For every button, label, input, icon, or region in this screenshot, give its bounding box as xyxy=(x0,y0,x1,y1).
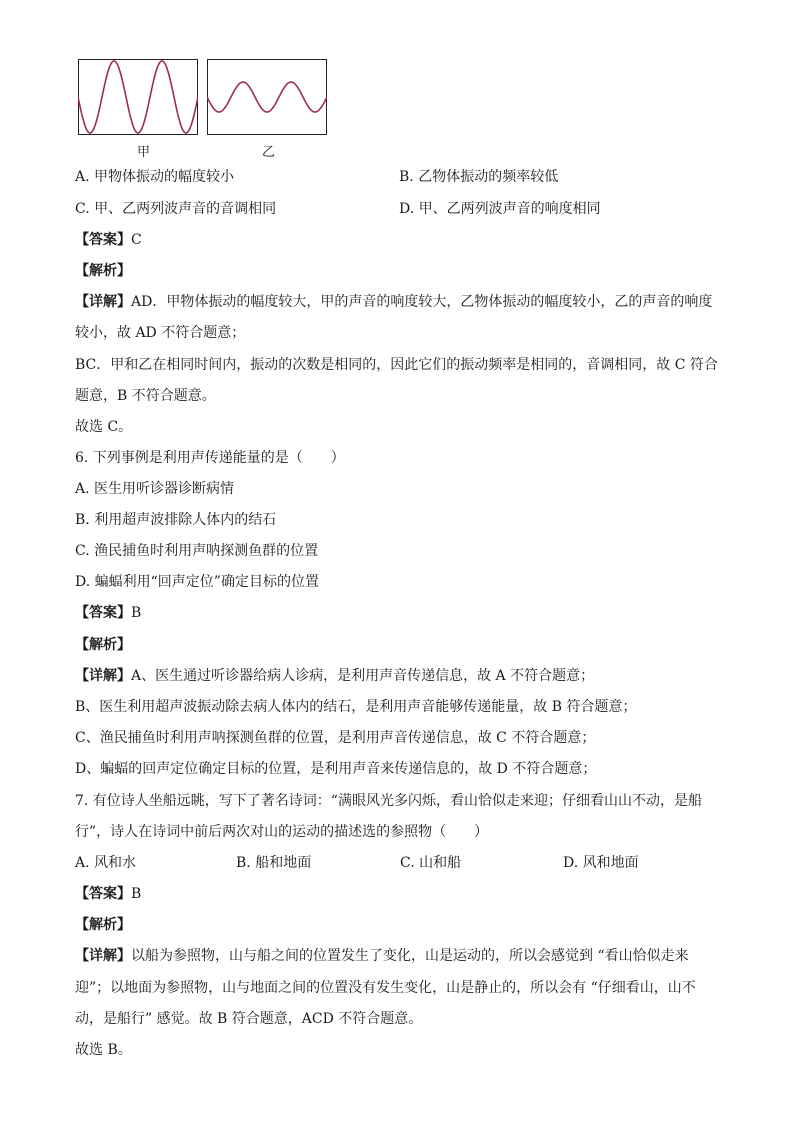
q6-option-a: A. 医生用听诊器诊断病情 xyxy=(75,481,235,497)
q5-analysis-tag: 【解析】 xyxy=(75,263,131,279)
q7-stem-line-1: 7. 有位诗人坐船远眺，写下了著名诗词：“满眼风光多闪烁，看山恰似走来迎；仔细看山山不动，是船 xyxy=(75,793,702,809)
q6-stem: 6. 下列事例是利用声传递能量的是（ ） xyxy=(75,450,345,466)
q7-analysis-tag: 【解析】 xyxy=(75,917,131,933)
detail-tag: 【详解】 xyxy=(75,948,131,964)
answer-value: B xyxy=(131,605,142,621)
answer-value: C xyxy=(131,232,142,248)
q7-option-b: B. 船和地面 xyxy=(236,855,312,871)
q5-detail-line-1 xyxy=(75,292,712,312)
detail-text: AD．甲物体振动的幅度较大，甲的声音的响度较大，乙物体振动的幅度较小，乙的声音的响度 xyxy=(131,294,713,310)
q5-detail-line-4: 题意，B 不符合题意。 xyxy=(75,388,216,404)
answer-tag: 【答案】 xyxy=(75,886,131,902)
q6-option-c: C. 渔民捕鱼时利用声呐探测鱼群的位置 xyxy=(75,543,319,559)
figure-label-yi: 乙 xyxy=(262,145,276,160)
q5-answer xyxy=(75,230,142,250)
wave-figure-jia xyxy=(78,59,198,135)
answer-tag: 【答案】 xyxy=(75,605,131,621)
q7-detail-line-2: 迎”；以地面为参照物，山与地面之间的位置没有发生变化，山是静止的，所以会有 “仔细看山，山不 xyxy=(75,980,696,996)
wave-frame-yi xyxy=(208,60,327,135)
detail-tag: 【详解】 xyxy=(75,668,131,684)
q7-detail-line-4: 故选 B。 xyxy=(75,1042,132,1058)
figure-label-jia: 甲 xyxy=(137,145,151,160)
q7-detail-line-1 xyxy=(75,946,689,966)
q5-option-b: B. 乙物体振动的频率较低 xyxy=(399,169,559,185)
wave-figure-yi xyxy=(207,59,327,135)
q7-option-c: C. 山和船 xyxy=(400,855,462,871)
detail-tag: 【详解】 xyxy=(75,294,131,310)
q7-answer xyxy=(75,884,141,904)
answer-tag: 【答案】 xyxy=(75,232,131,248)
q7-option-a: A. 风和水 xyxy=(75,855,137,871)
q5-option-d: D. 甲、乙两列波声音的响度相同 xyxy=(399,201,601,217)
detail-text: A、医生通过听诊器给病人诊病，是利用声音传递信息，故 A 不符合题意； xyxy=(131,668,595,684)
q5-detail-line-2: 较小，故 AD 不符合题意； xyxy=(75,325,246,341)
q6-detail-line-4: D、蝙蝠的回声定位确定目标的位置，是利用声音来传递信息的，故 D 不符合题意； xyxy=(75,761,597,777)
q6-option-d: D. 蝙蝠利用“回声定位”确定目标的位置 xyxy=(75,574,319,590)
q7-detail-line-3: 动，是船行” 感觉。故 B 符合题意，ACD 不符合题意。 xyxy=(75,1011,423,1027)
q6-option-b: B. 利用超声波排除人体内的结石 xyxy=(75,512,277,528)
q6-detail-line-2: B、医生利用超声波振动除去病人体内的结石，是利用声音能够传递能量，故 B 符合题意； xyxy=(75,699,637,715)
q6-answer xyxy=(75,603,141,623)
q7-option-d: D. 风和地面 xyxy=(563,855,639,871)
detail-text: 以船为参照物，山与船之间的位置发生了变化，山是运动的，所以会感觉到 “看山恰似走来 xyxy=(131,948,689,964)
q7-stem-line-2: 行”，诗人在诗词中前后两次对山的运动的描述选的参照物（ ） xyxy=(75,824,489,840)
q5-detail-line-3: BC．甲和乙在相同时间内，振动的次数是相同的，因此它们的振动频率是相同的，音调相同，故 C 符合 xyxy=(75,357,718,373)
q5-option-a: A. 甲物体振动的幅度较小 xyxy=(75,169,235,185)
q6-analysis-tag: 【解析】 xyxy=(75,637,131,653)
q5-detail-line-5: 故选 C。 xyxy=(75,419,133,435)
q6-detail-line-3: C、渔民捕鱼时利用声呐探测鱼群的位置，是利用声音传递信息，故 C 不符合题意； xyxy=(75,730,596,746)
answer-value: B xyxy=(131,886,142,902)
q5-option-c: C. 甲、乙两列波声音的音调相同 xyxy=(75,201,277,217)
q6-detail-line-1 xyxy=(75,666,594,686)
